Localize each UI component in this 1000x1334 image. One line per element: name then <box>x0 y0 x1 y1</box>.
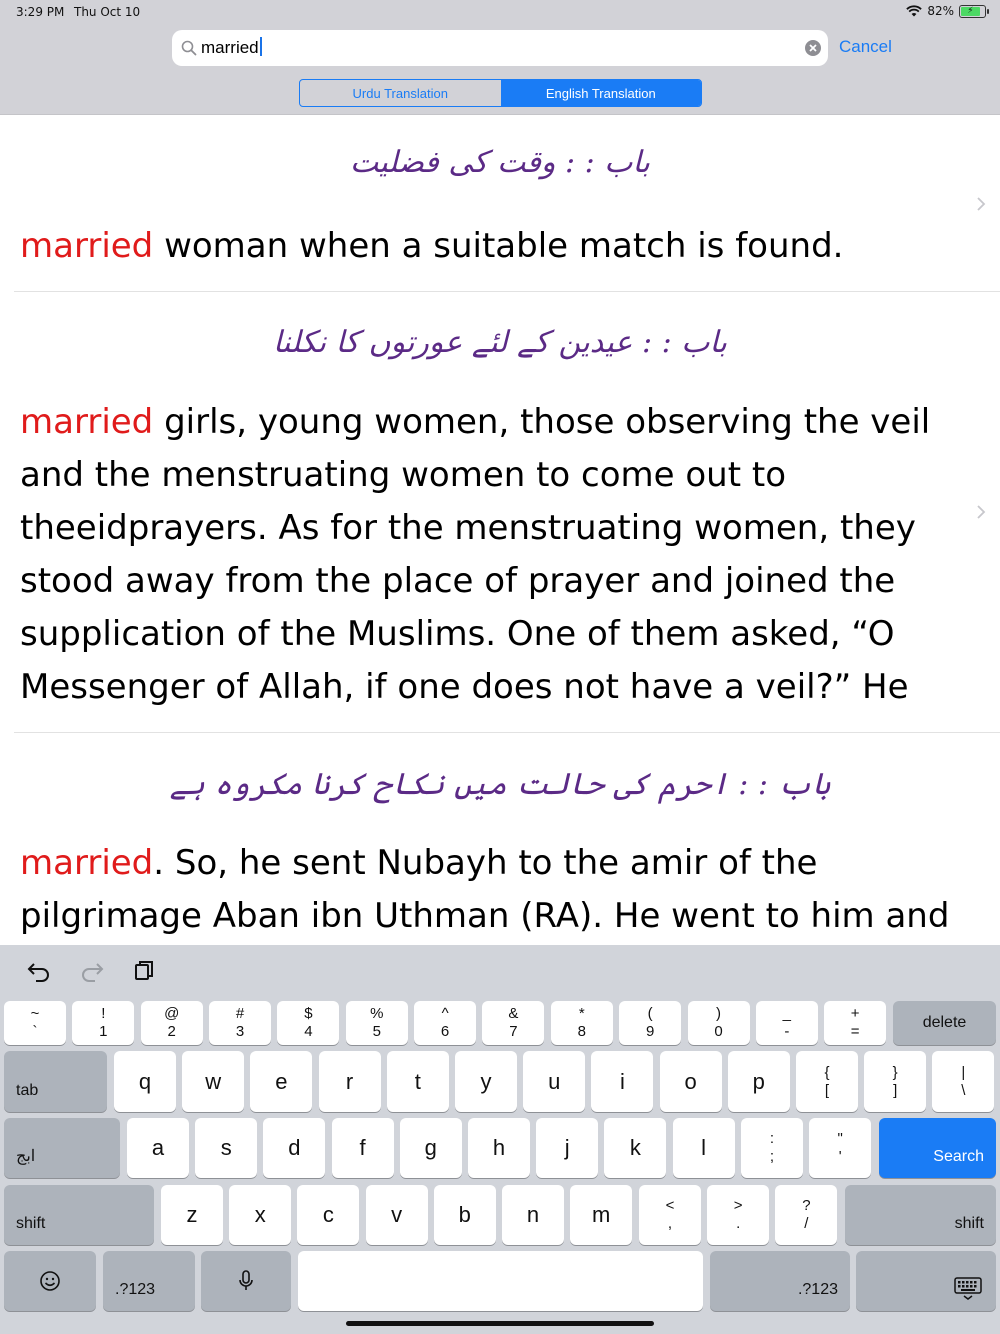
key-base-char: ` <box>32 1023 38 1040</box>
text-caret <box>260 37 262 56</box>
key-5[interactable] <box>346 1001 408 1045</box>
status-right <box>906 4 986 18</box>
result-item[interactable] <box>0 115 1000 291</box>
key-label: .?123 <box>115 1281 156 1298</box>
key-label: shift <box>954 1215 984 1232</box>
key-label: m <box>592 1202 611 1227</box>
key-shift-char: _ <box>782 1005 792 1022</box>
key-label: i <box>619 1068 625 1094</box>
key-label: s <box>220 1135 232 1160</box>
key-b[interactable] <box>434 1185 496 1245</box>
chapter-title: باب : : احرم کی حالت میں نکاح کرنا مکروہ ہے <box>169 767 831 802</box>
key-base-char: ' <box>838 1148 842 1165</box>
key-h[interactable] <box>468 1118 530 1178</box>
search-header <box>0 0 1000 115</box>
search-results-list <box>0 115 1000 945</box>
key-label: k <box>629 1135 641 1160</box>
chapter-title: باب : : وقت کی فضلیت <box>350 145 650 180</box>
numbers-key-right[interactable] <box>710 1251 850 1311</box>
key-punct-2[interactable] <box>639 1185 701 1245</box>
result-text <box>20 220 960 273</box>
key-base-char: 6 <box>440 1023 450 1040</box>
cancel-button[interactable]: Cancel <box>839 37 892 56</box>
space-key[interactable] <box>298 1251 703 1311</box>
key-label: ابج <box>16 1148 36 1165</box>
search-query-text <box>201 37 262 58</box>
key-label: c <box>322 1202 334 1227</box>
highlighted-term: married <box>20 843 154 883</box>
key-6[interactable] <box>414 1001 476 1045</box>
shift-key-left[interactable] <box>4 1185 154 1245</box>
search-key[interactable] <box>879 1118 996 1178</box>
key-label: x <box>254 1202 266 1227</box>
key-4[interactable] <box>277 1001 339 1045</box>
shift-key-right[interactable] <box>845 1185 996 1245</box>
key-j[interactable] <box>536 1118 598 1178</box>
key-shift-char: $ <box>304 1005 313 1022</box>
key-base-char: ; <box>769 1148 775 1165</box>
key-k[interactable] <box>604 1118 666 1178</box>
key-7[interactable] <box>482 1001 544 1045</box>
tab-key[interactable] <box>4 1051 107 1112</box>
key-[[interactable] <box>796 1051 858 1112</box>
key-n[interactable] <box>502 1185 564 1245</box>
key-punct-1[interactable] <box>809 1118 871 1178</box>
key-u[interactable] <box>523 1051 585 1112</box>
segment-english-translation[interactable]: English Translation <box>501 80 702 106</box>
key-base-char: 1 <box>99 1023 108 1040</box>
dictation-key[interactable] <box>201 1251 291 1311</box>
key-shift-char: # <box>235 1005 245 1022</box>
emoji-icon <box>39 1270 61 1292</box>
key-shift-char: ^ <box>441 1005 449 1022</box>
key-base-char: = <box>850 1023 860 1040</box>
status-bar <box>0 0 1000 24</box>
result-snippet: girls, young women, those observing the veil and the menstruating women to come out to theeidprayers. As for the menstruating women, they stood away from the place of prayer and joined the supplication of the Muslims. One of them asked, “O Messenger of Allah, if one does not have a veil?” He <box>20 402 931 707</box>
key-label: t <box>414 1068 421 1094</box>
key-base-char: 5 <box>372 1023 381 1040</box>
key-3[interactable] <box>209 1001 271 1045</box>
key-x[interactable] <box>229 1185 291 1245</box>
key-label: u <box>548 1068 561 1094</box>
key-y[interactable] <box>455 1051 517 1112</box>
key-d[interactable] <box>263 1118 325 1178</box>
key-0[interactable] <box>688 1001 750 1045</box>
key-base-char: \ <box>961 1081 966 1099</box>
key-shift-char: ) <box>716 1005 721 1022</box>
result-item[interactable] <box>0 733 1000 945</box>
key-label: p <box>752 1068 765 1094</box>
result-snippet: . So, he sent Nubayh to the amir of the pilgrimage Aban ibn Uthman (RA). He went to him and <box>20 843 950 936</box>
key-2[interactable] <box>141 1001 203 1045</box>
key-shift-char: @ <box>164 1005 180 1022</box>
key-shift-char: ? <box>802 1197 811 1214</box>
keyboard-shortcut-bar <box>0 945 1000 999</box>
highlighted-term: married <box>20 226 154 266</box>
key-w[interactable] <box>182 1051 244 1112</box>
redo-icon[interactable] <box>79 959 105 983</box>
key-base-char: . <box>736 1215 741 1232</box>
key-punct-3[interactable] <box>707 1185 769 1245</box>
key-shift-char: < <box>665 1197 675 1214</box>
undo-icon[interactable] <box>26 959 52 983</box>
home-indicator <box>346 1321 654 1326</box>
key-label: delete <box>922 1014 967 1031</box>
search-icon <box>180 39 198 57</box>
key-z[interactable] <box>161 1185 223 1245</box>
key-base-char: [ <box>824 1081 830 1099</box>
key-l[interactable] <box>673 1118 735 1178</box>
key-label: d <box>288 1135 301 1160</box>
key-shift-char: | <box>961 1063 966 1081</box>
chevron-right-icon <box>976 504 986 520</box>
key-shift-char: > <box>733 1197 743 1214</box>
key-label: y <box>480 1068 492 1094</box>
chapter-title: باب : : عیدین کے لئے عورتوں کا نکلنا <box>273 325 727 360</box>
paste-icon[interactable] <box>131 959 157 983</box>
key-=[interactable] <box>824 1001 886 1045</box>
key-base-char: 0 <box>714 1023 723 1040</box>
chevron-right-icon <box>976 196 986 212</box>
result-snippet: woman when a suitable match is found. <box>153 226 844 266</box>
battery-percent: 82% <box>927 4 954 18</box>
key-base-char: ] <box>893 1081 898 1099</box>
result-text <box>20 396 960 714</box>
key-label: q <box>138 1068 152 1094</box>
key-shift-char: : <box>769 1130 775 1147</box>
key-c[interactable] <box>297 1185 359 1245</box>
status-date: Thu Oct 10 <box>74 5 141 19</box>
key-a[interactable] <box>127 1118 189 1178</box>
key-label: Search <box>933 1148 984 1165</box>
key-f[interactable] <box>332 1118 394 1178</box>
key-shift-char: ! <box>101 1005 106 1022</box>
language-switch-key[interactable] <box>4 1118 120 1178</box>
key-v[interactable] <box>366 1185 428 1245</box>
result-item[interactable] <box>0 292 1000 732</box>
key-e[interactable] <box>250 1051 312 1112</box>
key-s[interactable] <box>195 1118 257 1178</box>
keyboard-dismiss-icon <box>954 1277 982 1301</box>
clear-icon[interactable] <box>805 40 821 56</box>
status-time: 3:29 PM <box>16 5 65 19</box>
battery-icon: ⚡ <box>959 5 986 18</box>
key-base-char: 9 <box>645 1023 655 1040</box>
key-i[interactable] <box>591 1051 653 1112</box>
key-shift-char: + <box>850 1005 860 1022</box>
key-label: shift <box>16 1215 46 1232</box>
key-label: z <box>186 1202 198 1227</box>
key-label: g <box>424 1135 437 1160</box>
key-base-char: 7 <box>509 1023 518 1040</box>
key-\[interactable] <box>932 1051 994 1112</box>
key-shift-char: * <box>578 1005 585 1022</box>
key-shift-char: % <box>370 1005 384 1022</box>
key-base-char: 8 <box>577 1023 586 1040</box>
key-9[interactable] <box>619 1001 681 1045</box>
key-label: w <box>205 1068 222 1094</box>
key-base-char: 4 <box>304 1023 313 1040</box>
numbers-key-left[interactable] <box>103 1251 195 1311</box>
key-label: r <box>345 1068 354 1094</box>
key-label: e <box>275 1068 288 1094</box>
key-label: v <box>391 1202 403 1227</box>
key-label: a <box>151 1135 165 1160</box>
key-1[interactable] <box>72 1001 134 1045</box>
key-shift-char: { <box>824 1063 830 1081</box>
key-punct-4[interactable] <box>775 1185 837 1245</box>
key-base-char: / <box>804 1215 809 1232</box>
key-label: l <box>701 1135 707 1160</box>
key-base-char: , <box>667 1215 673 1232</box>
highlighted-term: married <box>20 402 154 442</box>
emoji-key[interactable] <box>4 1251 96 1311</box>
search-query: married <box>201 38 259 57</box>
key-t[interactable] <box>387 1051 449 1112</box>
key-shift-char: } <box>892 1063 898 1081</box>
search-input[interactable] <box>172 30 828 66</box>
on-screen-keyboard <box>0 945 1000 1334</box>
key-shift-char: ( <box>647 1005 653 1022</box>
segment-urdu-translation[interactable]: Urdu Translation <box>352 85 448 101</box>
key-`[interactable] <box>4 1001 66 1045</box>
key-label: n <box>526 1202 540 1227</box>
key-label: o <box>684 1068 697 1094</box>
key-][interactable] <box>864 1051 926 1112</box>
key-shift-char: ~ <box>30 1005 40 1022</box>
key-g[interactable] <box>400 1118 462 1178</box>
key-r[interactable] <box>319 1051 381 1112</box>
key-m[interactable] <box>570 1185 632 1245</box>
key-base-char: 2 <box>167 1023 176 1040</box>
key-o[interactable] <box>660 1051 722 1112</box>
key-label: h <box>492 1135 506 1160</box>
key-8[interactable] <box>551 1001 613 1045</box>
result-text <box>20 837 960 943</box>
key-label: tab <box>16 1082 39 1099</box>
key-shift-char: & <box>508 1005 519 1022</box>
key-label: j <box>564 1135 570 1160</box>
delete-key[interactable] <box>893 1001 996 1045</box>
key-label: f <box>359 1135 366 1160</box>
key--[interactable] <box>756 1001 818 1045</box>
key-base-char: - <box>784 1023 790 1040</box>
dismiss-keyboard-key[interactable] <box>856 1251 996 1311</box>
key-shift-char: " <box>837 1130 843 1147</box>
wifi-icon <box>906 5 922 17</box>
microphone-icon <box>238 1269 254 1293</box>
key-label: .?123 <box>797 1281 838 1298</box>
key-q[interactable] <box>114 1051 176 1112</box>
key-label: b <box>458 1202 471 1227</box>
key-base-char: 3 <box>235 1023 245 1040</box>
key-punct-0[interactable] <box>741 1118 803 1178</box>
translation-segmented-control <box>299 79 702 107</box>
key-p[interactable] <box>728 1051 790 1112</box>
